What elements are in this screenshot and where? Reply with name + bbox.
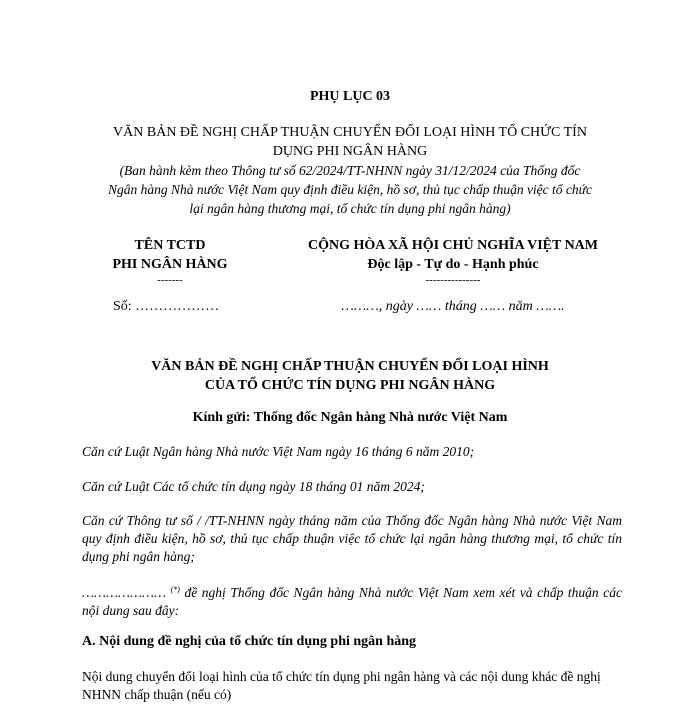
- request-paragraph: [82, 581, 622, 620]
- document-title: [80, 123, 620, 161]
- section-a-heading: A. Nội dung đề nghị của tổ chức tín dụng phi ngân hàng: [82, 634, 417, 649]
- national-title: CỘNG HÒA XÃ HỘI CHỦ NGHĨA VIỆT NAM: [307, 238, 598, 253]
- document-title-line-1: VĂN BẢN ĐỀ NGHỊ CHẤP THUẬN CHUYỂN ĐỔI LOẠI HÌNH TỔ CHỨC TÍN: [113, 125, 587, 140]
- organization-separator: -------: [157, 274, 183, 286]
- appendix-label: PHỤ LỤC 03: [309, 89, 391, 104]
- issued-note-line-2: Ngân hàng Nhà nước Việt Nam quy định điều kiện, hồ sơ, thủ tục chấp thuận việc tổ chức: [107, 182, 593, 197]
- section-a-content: Nội dung chuyển đổi loại hình của tổ chức tín dụng phi ngân hàng và các nội dung khác đề nghị NHNN chấp thuận (nếu có): [82, 669, 601, 702]
- legal-basis-paragraph-3: Căn cứ Thông tư số / /TT-NHNN ngày tháng năm của Thống đốc Ngân hàng Nhà nước Việt Nam quy định điều kiện, hồ sơ, thủ tục chấp thuận việc tổ chức lại ngân hàng thương mại, tổ chức tín dụng phi ngân hàng;: [82, 513, 622, 564]
- addressee: Kính gửi: Thống đốc Ngân hàng Nhà nước Việt Nam: [192, 410, 508, 425]
- issued-note: [70, 161, 630, 218]
- legal-basis-paragraph-2: Căn cứ Luật Các tổ chức tín dụng ngày 18 tháng 01 năm 2024;: [82, 479, 425, 494]
- main-title-line-1: VĂN BẢN ĐỀ NGHỊ CHẤP THUẬN CHUYỂN ĐỔI LOẠI HÌNH: [151, 359, 549, 374]
- organization-name-line-2: PHI NGÂN HÀNG: [112, 257, 228, 272]
- national-header: [268, 236, 638, 286]
- main-title: [80, 357, 620, 395]
- request-org-placeholder: …………………: [82, 585, 171, 600]
- issued-note-line-3: lại ngân hàng thương mại, tổ chức tín dụng phi ngân hàng): [189, 201, 511, 216]
- document-number: Số: ………………: [113, 299, 220, 314]
- national-motto: Độc lập - Tự do - Hạnh phúc: [367, 257, 539, 272]
- issued-note-line-1: (Ban hành kèm theo Thông tư số 62/2024/TT-NHNN ngày 31/12/2024 của Thống đốc: [119, 163, 581, 178]
- document-date: ………, ngày …… tháng …… năm …….: [341, 299, 565, 314]
- footnote-marker: (*): [170, 585, 180, 594]
- organization-header: [80, 236, 260, 286]
- request-text: đề nghị Thống đốc Ngân hàng Nhà nước Việt Nam xem xét và chấp thuận các nội dung sau đây:: [82, 585, 622, 618]
- national-separator: ---------------: [425, 274, 481, 286]
- document-title-line-2: DỤNG PHI NGÂN HÀNG: [272, 144, 428, 159]
- legal-basis-paragraph-1: Căn cứ Luật Ngân hàng Nhà nước Việt Nam ngày 16 tháng 6 năm 2010;: [82, 444, 475, 459]
- main-title-line-2: CỦA TỔ CHỨC TÍN DỤNG PHI NGÂN HÀNG: [204, 378, 496, 393]
- organization-name-line-1: TÊN TCTD: [134, 238, 206, 253]
